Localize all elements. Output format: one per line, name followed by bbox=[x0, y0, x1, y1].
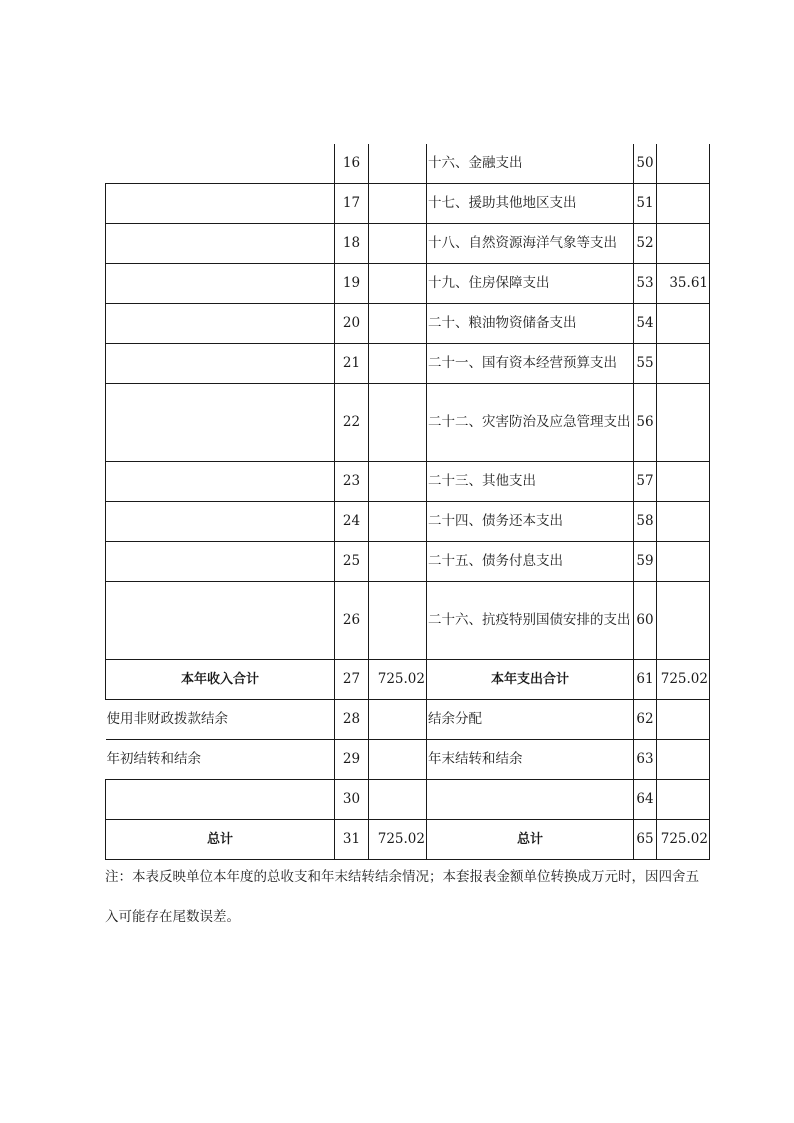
expense-amount-cell bbox=[657, 700, 710, 740]
income-line-no: 27 bbox=[335, 660, 369, 700]
expense-item-cell: 十六、金融支出 bbox=[427, 144, 634, 184]
income-amount-cell bbox=[369, 700, 427, 740]
income-item-cell bbox=[106, 502, 335, 542]
income-item-cell bbox=[106, 184, 335, 224]
expense-item-cell: 二十一、国有资本经营预算支出 bbox=[427, 344, 634, 384]
income-amount-cell bbox=[369, 462, 427, 502]
expense-line-no: 58 bbox=[634, 502, 657, 542]
income-item-cell bbox=[106, 542, 335, 582]
expense-amount-cell: 35.61 bbox=[657, 264, 710, 304]
expense-amount-cell bbox=[657, 384, 710, 462]
expense-item-cell: 十七、援助其他地区支出 bbox=[427, 184, 634, 224]
income-expense-table bbox=[105, 144, 710, 860]
income-total-label: 本年收入合计 bbox=[106, 660, 335, 700]
expense-item-cell: 十九、住房保障支出 bbox=[427, 264, 634, 304]
expense-line-no: 56 bbox=[634, 384, 657, 462]
expense-amount-cell bbox=[657, 184, 710, 224]
income-item-cell bbox=[106, 582, 335, 660]
income-amount-cell bbox=[369, 740, 427, 780]
income-amount-cell bbox=[369, 144, 427, 184]
income-amount-cell bbox=[369, 780, 427, 820]
expense-amount-cell bbox=[657, 462, 710, 502]
income-line-no: 26 bbox=[335, 582, 369, 660]
table-row bbox=[106, 184, 710, 224]
table-row bbox=[106, 780, 710, 820]
expense-item-cell: 二十、粮油物资储备支出 bbox=[427, 304, 634, 344]
income-item-cell: 使用非财政拨款结余 bbox=[106, 700, 335, 740]
expense-grand-total-label: 总计 bbox=[427, 820, 634, 860]
table-row bbox=[106, 462, 710, 502]
table-row bbox=[106, 700, 710, 740]
income-amount-cell bbox=[369, 264, 427, 304]
table-row bbox=[106, 304, 710, 344]
income-line-no: 21 bbox=[335, 344, 369, 384]
expense-item-cell: 十八、自然资源海洋气象等支出 bbox=[427, 224, 634, 264]
income-line-no: 18 bbox=[335, 224, 369, 264]
table-row bbox=[106, 740, 710, 780]
income-amount-cell bbox=[369, 344, 427, 384]
income-amount-cell bbox=[369, 582, 427, 660]
income-line-no: 31 bbox=[335, 820, 369, 860]
table-footnote: 注：本表反映单位本年度的总收支和年末结转结余情况；本套报表金额单位转换成万元时，因四舍五入可能存在尾数误差。 bbox=[105, 869, 699, 925]
income-amount-cell bbox=[369, 304, 427, 344]
expense-line-no: 54 bbox=[634, 304, 657, 344]
income-line-no: 22 bbox=[335, 384, 369, 462]
expense-item-cell: 二十三、其他支出 bbox=[427, 462, 634, 502]
income-line-no: 23 bbox=[335, 462, 369, 502]
income-line-no: 17 bbox=[335, 184, 369, 224]
expense-line-no: 57 bbox=[634, 462, 657, 502]
expense-line-no: 63 bbox=[634, 740, 657, 780]
expense-item-cell: 年末结转和结余 bbox=[427, 740, 634, 780]
income-amount-cell bbox=[369, 542, 427, 582]
income-line-no: 30 bbox=[335, 780, 369, 820]
income-item-cell bbox=[106, 224, 335, 264]
expense-line-no: 51 bbox=[634, 184, 657, 224]
income-line-no: 25 bbox=[335, 542, 369, 582]
expense-amount-cell bbox=[657, 224, 710, 264]
table-row bbox=[106, 502, 710, 542]
income-amount-cell bbox=[369, 224, 427, 264]
table-row bbox=[106, 264, 710, 304]
expense-amount-cell: 725.02 bbox=[657, 660, 710, 700]
income-amount-cell: 725.02 bbox=[369, 820, 427, 860]
expense-amount-cell bbox=[657, 780, 710, 820]
expense-line-no: 65 bbox=[634, 820, 657, 860]
income-item-cell bbox=[106, 780, 335, 820]
table-row bbox=[106, 144, 710, 184]
income-line-no: 16 bbox=[335, 144, 369, 184]
income-line-no: 24 bbox=[335, 502, 369, 542]
expense-amount-cell: 725.02 bbox=[657, 820, 710, 860]
table-row bbox=[106, 582, 710, 660]
expense-amount-cell bbox=[657, 502, 710, 542]
expense-amount-cell bbox=[657, 582, 710, 660]
expense-amount-cell bbox=[657, 144, 710, 184]
income-amount-cell: 725.02 bbox=[369, 660, 427, 700]
expense-line-no: 61 bbox=[634, 660, 657, 700]
income-line-no: 28 bbox=[335, 700, 369, 740]
table-row-subtotal bbox=[106, 660, 710, 700]
expense-line-no: 52 bbox=[634, 224, 657, 264]
expense-total-label: 本年支出合计 bbox=[427, 660, 634, 700]
income-item-cell bbox=[106, 462, 335, 502]
table-row bbox=[106, 224, 710, 264]
income-item-cell bbox=[106, 144, 335, 184]
income-item-cell bbox=[106, 344, 335, 384]
income-line-no: 19 bbox=[335, 264, 369, 304]
table-row bbox=[106, 542, 710, 582]
income-line-no: 20 bbox=[335, 304, 369, 344]
income-amount-cell bbox=[369, 384, 427, 462]
table-row-grand-total bbox=[106, 820, 710, 860]
expense-line-no: 59 bbox=[634, 542, 657, 582]
income-grand-total-label: 总计 bbox=[106, 820, 335, 860]
expense-line-no: 50 bbox=[634, 144, 657, 184]
income-amount-cell bbox=[369, 502, 427, 542]
income-item-cell bbox=[106, 304, 335, 344]
table-row bbox=[106, 344, 710, 384]
table-row bbox=[106, 384, 710, 462]
income-item-cell bbox=[106, 264, 335, 304]
expense-line-no: 62 bbox=[634, 700, 657, 740]
expense-item-cell bbox=[427, 780, 634, 820]
expense-line-no: 55 bbox=[634, 344, 657, 384]
income-amount-cell bbox=[369, 184, 427, 224]
expense-line-no: 64 bbox=[634, 780, 657, 820]
income-item-cell bbox=[106, 384, 335, 462]
expense-item-cell: 二十四、债务还本支出 bbox=[427, 502, 634, 542]
expense-amount-cell bbox=[657, 542, 710, 582]
expense-line-no: 60 bbox=[634, 582, 657, 660]
expense-item-cell: 结余分配 bbox=[427, 700, 634, 740]
expense-line-no: 53 bbox=[634, 264, 657, 304]
expense-item-cell: 二十五、债务付息支出 bbox=[427, 542, 634, 582]
expense-amount-cell bbox=[657, 344, 710, 384]
income-item-cell: 年初结转和结余 bbox=[106, 740, 335, 780]
expense-item-cell: 二十二、灾害防治及应急管理支出 bbox=[427, 384, 634, 462]
expense-item-cell: 二十六、抗疫特别国债安排的支出 bbox=[427, 582, 634, 660]
expense-amount-cell bbox=[657, 304, 710, 344]
income-line-no: 29 bbox=[335, 740, 369, 780]
expense-amount-cell bbox=[657, 740, 710, 780]
